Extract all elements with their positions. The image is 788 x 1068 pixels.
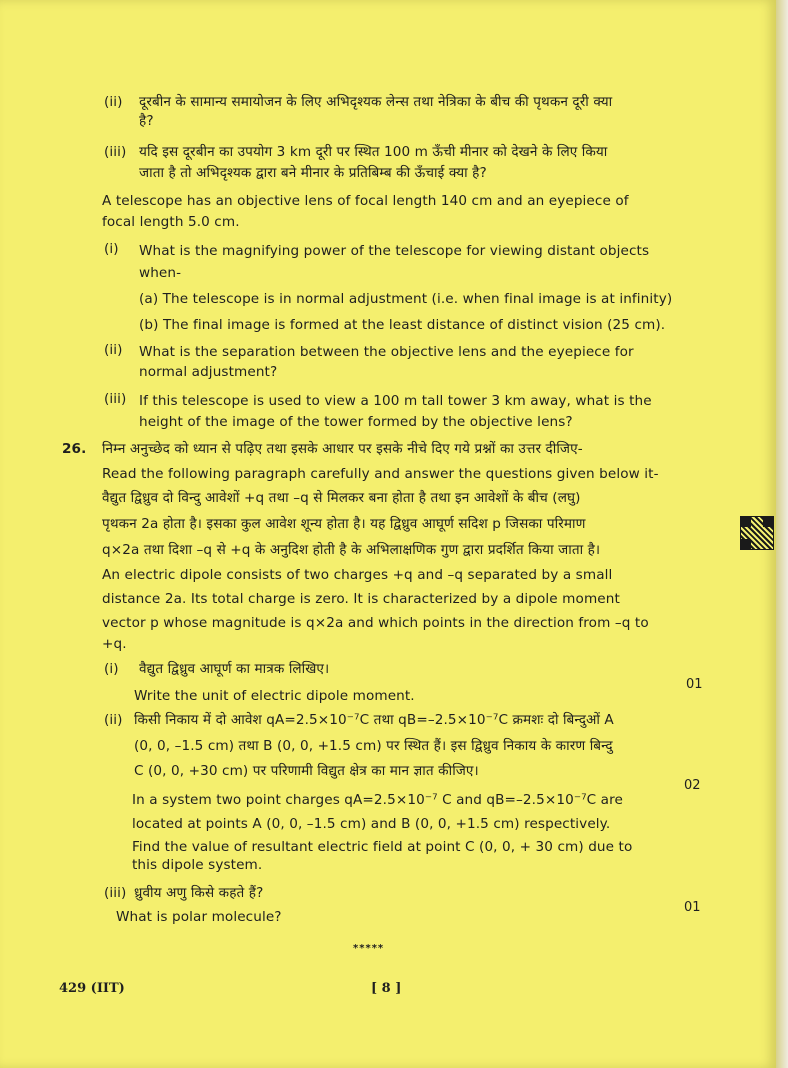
q25-iii-line1: If this telescope is used to view a 100 m tall tower 3 km away, what is the [139, 393, 652, 409]
q25-i-label: (i) [104, 241, 119, 257]
q26-iii-label: (iii) [104, 885, 127, 901]
q26-i-english: Write the unit of electric dipole moment. [134, 688, 415, 704]
q25-i-b: (b) The final image is formed at the least distance of distinct vision (25 cm). [139, 317, 666, 333]
q26-instruction-english: Read the following paragraph carefully and answer the questions given below it- [102, 466, 659, 482]
q26-ii-marks: 02 [684, 778, 701, 793]
q26-para-english-2: distance 2a. Its total charge is zero. It is characterized by a dipole moment [102, 591, 620, 607]
q26-para-hindi-3: q×2a तथा दिशा –q से +q के अनुदिश होती है के अभिलाक्षणिक गुण द्वारा प्रदर्शित किया जाता है। [102, 542, 601, 558]
q25-ii-line1: What is the separation between the objective lens and the eyepiece for [139, 344, 634, 360]
q26-ii-hindi-1: किसी निकाय में दो आवेश qA=2.5×10⁻⁷C तथा qB=–2.5×10⁻⁷C क्रमशः दो बिन्दुओं A [134, 712, 614, 728]
q26-para-hindi-1: वैद्युत द्विध्रुव दो विन्दु आवेशों +q तथा –q से मिलकर बना होता है तथा इन आवेशों के बीच (लघु) [102, 490, 581, 506]
q25-ii-hindi-line1: दूरबीन के सामान्य समायोजन के लिए अभिदृश्यक लेन्स तथा नेत्रिका के बीच की पृथकन दूरी क्या [139, 94, 613, 110]
q25-ii-label: (ii) [104, 342, 123, 358]
q26-i-marks: 01 [686, 677, 703, 692]
qr-code-icon [740, 516, 774, 550]
q26-i-label: (i) [104, 661, 119, 677]
q26-ii-english-2: located at points A (0, 0, –1.5 cm) and B (0, 0, +1.5 cm) respectively. [132, 816, 611, 832]
q26-number: 26. [62, 441, 87, 457]
q26-ii-label: (ii) [104, 712, 123, 728]
q26-ii-hindi-3: C (0, 0, +30 cm) पर परिणामी विद्युत क्षेत्र का मान ज्ञात कीजिए। [134, 763, 479, 779]
q26-para-english-3: vector p whose magnitude is q×2a and which points in the direction from –q to [102, 615, 649, 631]
q26-instruction-hindi: निम्न अनुच्छेद को ध्यान से पढ़िए तथा इसके आधार पर इसके नीचे दिए गये प्रश्नों का उत्तर दीजिए- [102, 441, 583, 457]
q25-iii-hindi-label: (iii) [104, 144, 127, 160]
q25-i-line2: when- [139, 265, 182, 281]
q25-iii-hindi-line2: जाता है तो अभिदृश्यक द्वारा बने मीनार के प्रतिबिम्ब की ऊँचाई क्या है? [139, 165, 487, 181]
paper-code: 429 (IIT) [59, 981, 125, 996]
q25-iii-line2: height of the image of the tower formed by the objective lens? [139, 414, 573, 430]
q26-para-english-1: An electric dipole consists of two charges +q and –q separated by a small [102, 567, 613, 583]
q26-iii-english: What is polar molecule? [116, 909, 282, 925]
q25-i-a: (a) The telescope is in normal adjustment (i.e. when final image is at infinity) [139, 291, 673, 307]
q25-intro-line2: focal length 5.0 cm. [102, 214, 240, 230]
page-number: [ 8 ] [371, 981, 402, 996]
q25-ii-hindi-label: (ii) [104, 94, 123, 110]
q25-ii-hindi-line2: है? [139, 113, 154, 129]
q25-ii-line2: normal adjustment? [139, 364, 278, 380]
q26-ii-english-3: Find the value of resultant electric field at point C (0, 0, + 30 cm) due to [132, 839, 633, 855]
q26-para-hindi-2: पृथकन 2a होता है। इसका कुल आवेश शून्य होता है। यह द्विध्रुव आघूर्ण सदिश p जिसका परिमाण [102, 516, 586, 532]
end-marker: ***** [353, 943, 385, 954]
q26-para-english-4: +q. [102, 636, 127, 652]
q26-iii-hindi: ध्रुवीय अणु किसे कहते हैं? [134, 885, 264, 901]
q25-iii-label: (iii) [104, 391, 127, 407]
q25-i-line1: What is the magnifying power of the telescope for viewing distant objects [139, 243, 650, 259]
q26-ii-english-4: this dipole system. [132, 857, 263, 873]
q26-iii-marks: 01 [684, 900, 701, 915]
q26-i-hindi: वैद्युत द्विध्रुव आघूर्ण का मात्रक लिखिए। [139, 661, 330, 677]
q25-intro-line1: A telescope has an objective lens of focal length 140 cm and an eyepiece of [102, 193, 629, 209]
page-edge [776, 0, 788, 1068]
q25-iii-hindi-line1: यदि इस दूरबीन का उपयोग 3 km दूरी पर स्थित 100 m ऊँची मीनार को देखने के लिए किया [139, 144, 608, 160]
q26-ii-hindi-2: (0, 0, –1.5 cm) तथा B (0, 0, +1.5 cm) पर स्थित हैं। इस द्विध्रुव निकाय के कारण बिन्दु [134, 738, 613, 754]
q26-ii-english-1: In a system two point charges qA=2.5×10⁻⁷ C and qB=–2.5×10⁻⁷C are [132, 792, 623, 808]
